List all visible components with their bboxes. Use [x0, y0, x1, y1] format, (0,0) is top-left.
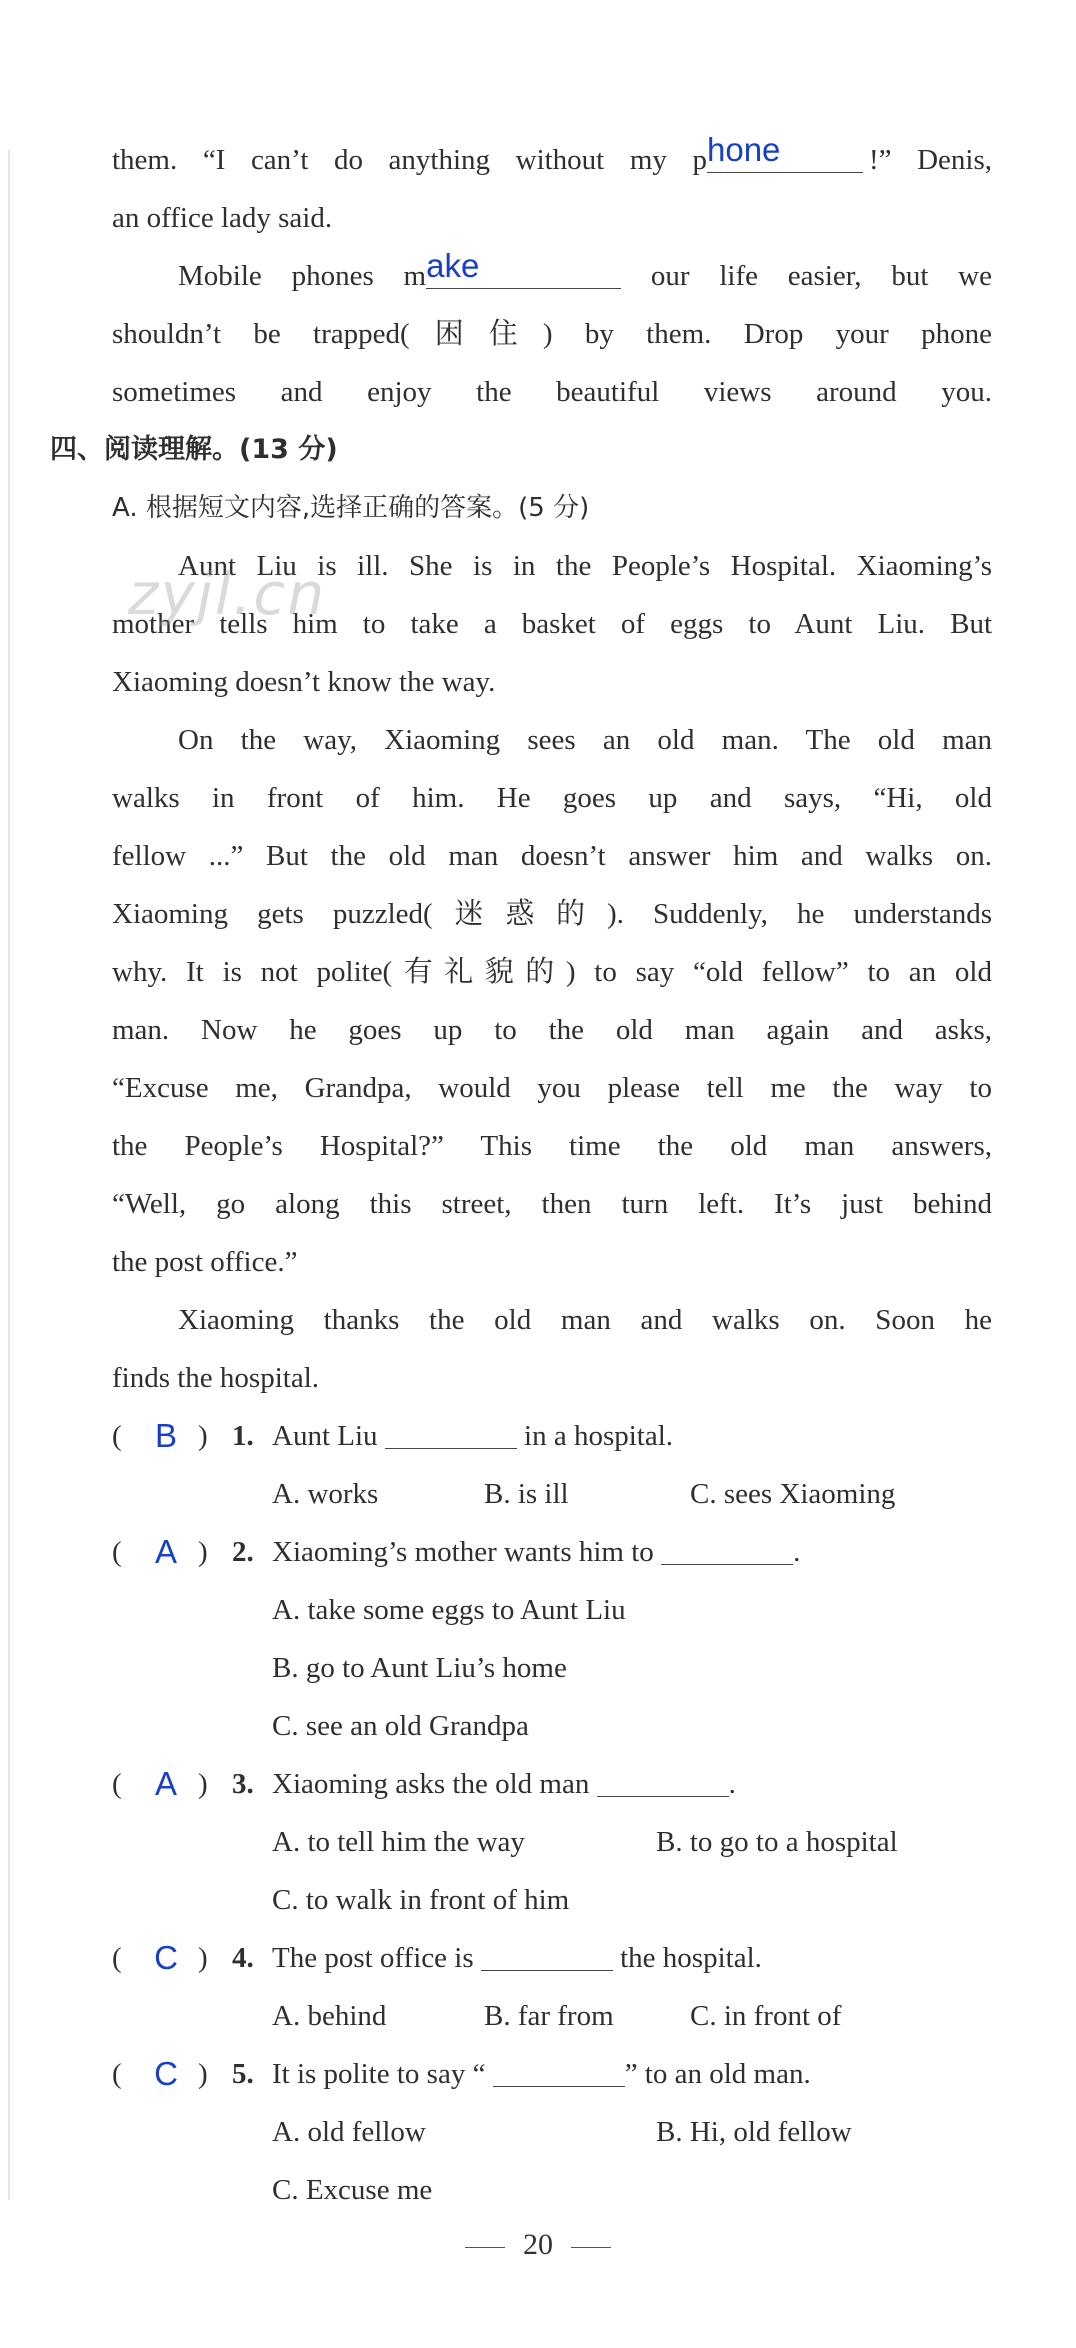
- answer-option[interactable]: A. to tell him the way: [272, 1826, 525, 1858]
- question-blank: [661, 1534, 793, 1565]
- reading-line: walks in front of him. He goes up and says, “Hi, old: [112, 782, 992, 814]
- answer-option[interactable]: B. is ill: [484, 1478, 569, 1510]
- paren-open: (: [112, 2058, 122, 2090]
- answer-choice[interactable]: A: [154, 1533, 177, 1570]
- paren-open: (: [112, 1420, 122, 1452]
- reading-line: why. It is not polite(有礼貌的) to say “old fellow” to an old: [112, 956, 992, 988]
- question-stem: Aunt Liu in a hospital.: [272, 1420, 674, 1452]
- answer-option[interactable]: A. old fellow: [272, 2116, 426, 2148]
- reading-line: “Excuse me, Grandpa, would you please tell me the way to: [112, 1072, 992, 1104]
- reading-line: “Well, go along this street, then turn left. It’s just behind: [112, 1188, 992, 1220]
- handwritten-answer-1: hone: [706, 131, 781, 168]
- reading-line: finds the hospital.: [112, 1362, 320, 1394]
- reading-line: On the way, Xiaoming sees an old man. The old man: [178, 724, 992, 756]
- passage-line-4: shouldn’t be trapped(困住) by them. Drop your phone: [112, 318, 992, 350]
- question-number: 5.: [232, 2058, 254, 2090]
- question-stem: It is polite to say “ ” to an old man.: [272, 2058, 811, 2090]
- question-number: 2.: [232, 1536, 254, 1568]
- passage-line-3: Mobile phones m ake our life easier, but we: [178, 247, 992, 292]
- passage-line-2: an office lady said.: [112, 202, 333, 234]
- reading-line: Aunt Liu is ill. She is in the People’s Hospital. Xiaoming’s: [178, 550, 992, 582]
- question-blank: [493, 2056, 625, 2087]
- reading-line: man. Now he goes up to the old man again and asks,: [112, 1014, 992, 1046]
- answer-choice[interactable]: C: [154, 2055, 178, 2092]
- answer-choice[interactable]: A: [154, 1765, 177, 1802]
- paren-close: ): [198, 1420, 208, 1452]
- paren-close: ): [198, 1536, 208, 1568]
- handwritten-answer-2: ake: [426, 247, 480, 284]
- page-footer: [0, 2228, 1076, 2262]
- paren-open: (: [112, 1942, 122, 1974]
- footer-dash-right: [571, 2247, 611, 2248]
- question-number: 1.: [232, 1420, 254, 1452]
- reading-line: fellow ...” But the old man doesn’t answer him and walks on.: [112, 840, 992, 872]
- paren-close: ): [198, 2058, 208, 2090]
- answer-option[interactable]: A. take some eggs to Aunt Liu: [272, 1594, 626, 1626]
- passage-line-1: them. “I can’t do anything without my p hone !” Denis,: [112, 131, 993, 176]
- paren-close: ): [198, 1768, 208, 1800]
- reading-line: Xiaoming gets puzzled(迷惑的). Suddenly, he understands: [112, 898, 992, 930]
- question-blank: [481, 1940, 613, 1971]
- answer-blank-2[interactable]: [426, 247, 621, 289]
- answer-option[interactable]: C. Excuse me: [272, 2174, 433, 2206]
- reading-line: Xiaoming doesn’t know the way.: [112, 666, 496, 698]
- answer-option[interactable]: C. to walk in front of him: [272, 1884, 570, 1916]
- paren-open: (: [112, 1768, 122, 1800]
- question-number: 4.: [232, 1942, 254, 1974]
- answer-option[interactable]: C. sees Xiaoming: [690, 1478, 896, 1510]
- question-stem: The post office is the hospital.: [272, 1942, 762, 1974]
- answer-blank-1[interactable]: [706, 131, 863, 173]
- answer-option[interactable]: B. far from: [484, 2000, 614, 2032]
- answer-option[interactable]: B. to go to a hospital: [656, 1826, 898, 1858]
- answer-option[interactable]: B. go to Aunt Liu’s home: [272, 1652, 567, 1684]
- answer-option[interactable]: B. Hi, old fellow: [656, 2116, 852, 2148]
- reading-line: the People’s Hospital?” This time the old man answers,: [112, 1130, 992, 1162]
- footer-dash-left: [465, 2247, 505, 2248]
- answer-option[interactable]: A. works: [272, 1478, 379, 1510]
- reading-line: mother tells him to take a basket of eggs to Aunt Liu. But: [112, 608, 992, 640]
- answer-option[interactable]: C. see an old Grandpa: [272, 1710, 529, 1742]
- question-number: 3.: [232, 1768, 254, 1800]
- part-a-instruction: A. 根据短文内容,选择正确的答案。(5 分): [112, 493, 590, 523]
- answer-option[interactable]: A. behind: [272, 2000, 387, 2032]
- watermark: zyjl.cn: [128, 560, 327, 628]
- question-stem: Xiaoming asks the old man .: [272, 1768, 736, 1800]
- answer-option[interactable]: C. in front of: [690, 2000, 842, 2032]
- reading-line: Xiaoming thanks the old man and walks on. Soon he: [178, 1304, 992, 1336]
- page-number: 20: [523, 2228, 553, 2261]
- paren-close: ): [198, 1942, 208, 1974]
- question-blank: [597, 1766, 729, 1797]
- reading-line: the post office.”: [112, 1246, 298, 1278]
- paren-open: (: [112, 1536, 122, 1568]
- page-edge-shadow: [8, 150, 10, 2200]
- answer-choice[interactable]: B: [154, 1417, 177, 1454]
- question-blank: [385, 1418, 517, 1449]
- section-title: 四、阅读理解。(13 分): [50, 434, 338, 465]
- question-stem: Xiaoming’s mother wants him to .: [272, 1536, 801, 1568]
- passage-line-5: sometimes and enjoy the beautiful views around you.: [112, 376, 992, 408]
- answer-choice[interactable]: C: [154, 1939, 178, 1976]
